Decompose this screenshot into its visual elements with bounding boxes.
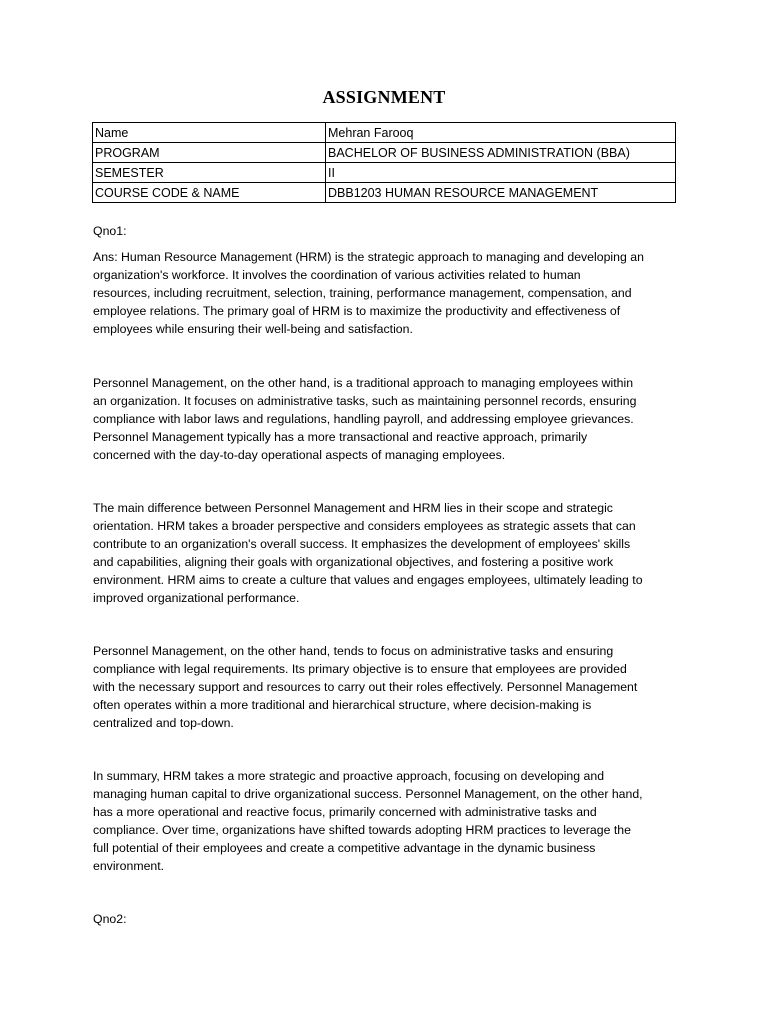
answer-paragraph-4: Personnel Management, on the other hand, tends to focus on administrative tasks and ensuring compliance with legal requirements. Its primary objective is to ensure that employees are provided with the necessary support and resources to carry out their roles effectively. Personnel Management often operates within a more traditional and hierarchical structure, where decision-making is centralized and top-down. [93,644,638,730]
answer-paragraph-5: In summary, HRM takes a more strategic and proactive approach, focusing on developing and managing human capital to drive organizational success. Personnel Management, on the other hand, has a more operational and reactive focus, primarily concerned with administrative tasks and compliance. Over time, organizations have shifted towards adopting HRM practices to leverage the full potential of their employees and create a competitive advantage in the dynamic business environment. [93,769,643,873]
question1-label: Qno1: [93,224,127,238]
info-table [92,122,676,203]
name-value: Mehran Farooq [326,123,676,143]
answer-paragraph-3: The main difference between Personnel Management and HRM lies in their scope and strategic orientation. HRM takes a broader perspective and considers employees as strategic assets that can contribute to an organization's overall success. It emphasizes the development of employees' skills and capabilities, aligning their goals with organizational objectives, and fostering a positive work environment. HRM aims to create a culture that values and engages employees, ultimately leading to improved organizational performance. [93,501,643,605]
table-row [93,163,676,183]
question2-label: Qno2: [93,912,127,926]
table-row [93,183,676,203]
program-label: PROGRAM [93,143,326,163]
answer-paragraph-1: Ans: Human Resource Management (HRM) is the strategic approach to managing and developing an organization's workforce. It involves the coordination of various activities related to human resources, including recruitment, selection, training, performance management, compensation, and employee relations. The primary goal of HRM is to maximize the productivity and effectiveness of employees while ensuring their well-being and satisfaction. [93,250,644,336]
course-value: DBB1203 HUMAN RESOURCE MANAGEMENT [326,183,676,203]
table-row [93,143,676,163]
answer-paragraph-2: Personnel Management, on the other hand, is a traditional approach to managing employees within an organization. It focuses on administrative tasks, such as maintaining personnel records, ensuring compliance with labor laws and regulations, handling payroll, and addressing employee grievances. Personnel Management typically has a more transactional and reactive approach, primarily concerned with the day-to-day operational aspects of managing employees. [93,376,637,462]
table-row [93,123,676,143]
semester-label: SEMESTER [93,163,326,183]
name-label: Name [93,123,326,143]
course-label: COURSE CODE & NAME [93,183,326,203]
semester-value: II [326,163,676,183]
program-value: BACHELOR OF BUSINESS ADMINISTRATION (BBA) [326,143,676,163]
document-title: ASSIGNMENT [322,87,446,107]
